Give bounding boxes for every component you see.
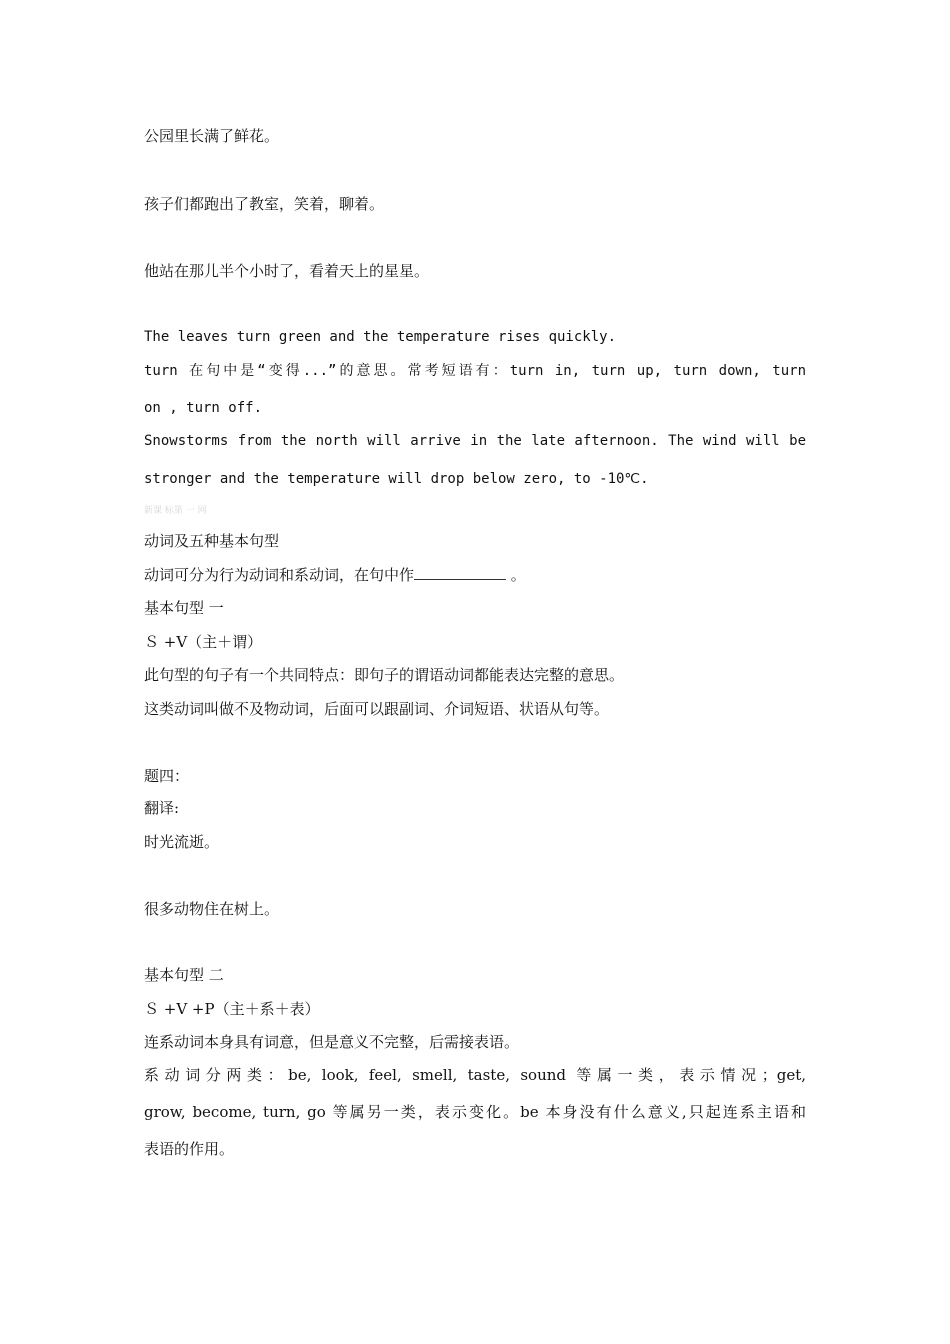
- verb-definition: [144, 564, 526, 586]
- pattern-one-formula: Ｓ +V（主＋谓）: [144, 633, 263, 651]
- pattern-one-feature: 此句型的句子有一个共同特点：即句子的谓语动词都能表达完整的意思。: [144, 666, 625, 684]
- sentence-flowers: 公园里长满了鲜花。: [144, 127, 280, 145]
- sentence-leaves: The leaves turn green and the temperature rises quickly.: [144, 329, 617, 345]
- pattern-one-title: 基本句型 一: [144, 599, 224, 617]
- verb-definition-end: 。: [506, 566, 526, 584]
- linking-verbs-line-1: 系动词分两类：be, look, feel, smell, taste, sound 等属一类，表示情况；get,: [144, 1066, 806, 1084]
- pattern-one-note: 这类动词叫做不及物动词，后面可以跟副词、介词短语、状语从句等。: [144, 700, 610, 718]
- sentence-children: 孩子们都跑出了教室，笑着，聊着。: [144, 195, 385, 213]
- watermark: 新课 标第 一 网: [144, 506, 207, 516]
- pattern-two-title: 基本句型 二: [144, 966, 224, 984]
- translate-label: 翻译:: [144, 799, 180, 817]
- turn-explanation-cont: on , turn off.: [144, 400, 263, 416]
- fill-blank: [414, 565, 506, 580]
- pattern-two-feature: 连系动词本身具有词意，但是意义不完整，后需接表语。: [144, 1033, 520, 1051]
- question-four: 题四：: [144, 767, 190, 785]
- pattern-two-formula: Ｓ +V +P（主＋系＋表）: [144, 1000, 320, 1018]
- sentence-stars: 他站在那儿半个小时了，看着天上的星星。: [144, 262, 430, 280]
- snowstorm-sentence: Snowstorms from the north will arrive in the late afternoon. The wind will be: [144, 433, 806, 449]
- translate-item-2: 很多动物住在树上。: [144, 900, 280, 918]
- verb-definition-text: 动词可分为行为动词和系动词，在句中作: [144, 566, 415, 584]
- linking-verbs-line-2: grow, become, turn, go 等属另一类，表示变化。be 本身没有什么意义,只起连系主语和: [144, 1103, 806, 1121]
- snowstorm-sentence-cont: stronger and the temperature will drop below zero, to -10℃.: [144, 471, 649, 487]
- translate-item-1: 时光流逝。: [144, 833, 220, 851]
- turn-explanation: turn 在句中是“变得...”的意思。常考短语有：turn in, turn up, turn down, turn: [144, 363, 806, 379]
- section-title: 动词及五种基本句型: [144, 532, 280, 550]
- linking-verbs-line-3: 表语的作用。: [144, 1140, 235, 1158]
